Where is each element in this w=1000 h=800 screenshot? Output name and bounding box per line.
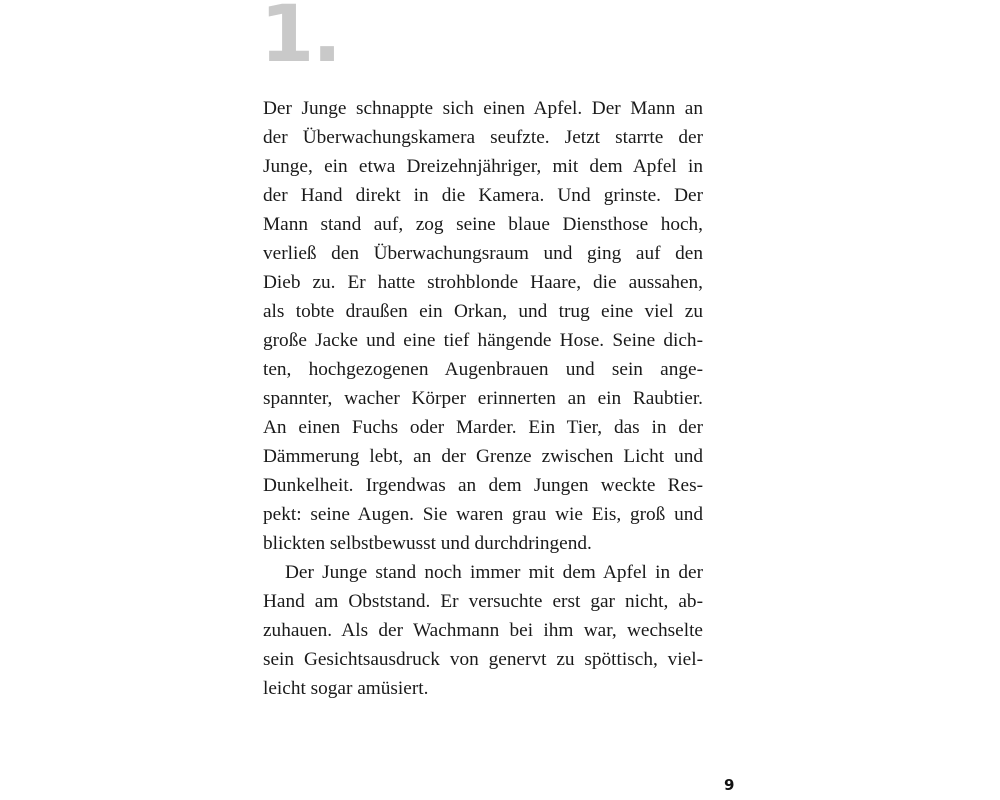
text-line: Mann stand auf, zog seine blaue Diensthose hoch,	[263, 214, 703, 235]
text-line: Hand am Obststand. Er versuchte erst gar nicht, ab-	[263, 591, 703, 612]
text-line: ten, hochgezogenen Augenbrauen und sein ange-	[263, 359, 703, 380]
text-line: Der Junge schnappte sich einen Apfel. Der Mann an	[263, 98, 703, 119]
text-line: als tobte draußen ein Orkan, und trug eine viel zu	[263, 301, 703, 322]
text-line: blickten selbstbewusst und durchdringend.	[263, 533, 592, 554]
text-line: Dieb zu. Er hatte strohblonde Haare, die aussahen,	[263, 272, 703, 293]
text-line: verließ den Überwachungsraum und ging auf den	[263, 243, 703, 264]
page-number: 9	[724, 776, 735, 794]
text-line: große Jacke und eine tief hängende Hose. Seine dich-	[263, 330, 703, 351]
text-line: spannter, wacher Körper erinnerten an ein Raubtier.	[263, 388, 703, 409]
text-line: der Überwachungskamera seufzte. Jetzt starrte der	[263, 127, 703, 148]
text-line: Dämmerung lebt, an der Grenze zwischen Licht und	[263, 446, 703, 467]
text-line: sein Gesichtsausdruck von genervt zu spöttisch, viel-	[263, 649, 703, 670]
text-line: Junge, ein etwa Dreizehnjähriger, mit dem Apfel in	[263, 156, 703, 177]
text-line: der Hand direkt in die Kamera. Und grinste. Der	[263, 185, 703, 206]
text-line: zuhauen. Als der Wachmann bei ihm war, wechselte	[263, 620, 703, 641]
paragraph-1	[263, 94, 703, 558]
chapter-number: 1.	[260, 0, 340, 80]
body-text	[263, 94, 703, 703]
text-line: leicht sogar amüsiert.	[263, 678, 429, 699]
text-line: An einen Fuchs oder Marder. Ein Tier, das in der	[263, 417, 703, 438]
paragraph-2	[263, 558, 703, 703]
text-line: pekt: seine Augen. Sie waren grau wie Eis, groß und	[263, 504, 703, 525]
text-line: Dunkelheit. Irgendwas an dem Jungen weckte Res-	[263, 475, 703, 496]
text-line: Der Junge stand noch immer mit dem Apfel in der	[285, 562, 703, 583]
